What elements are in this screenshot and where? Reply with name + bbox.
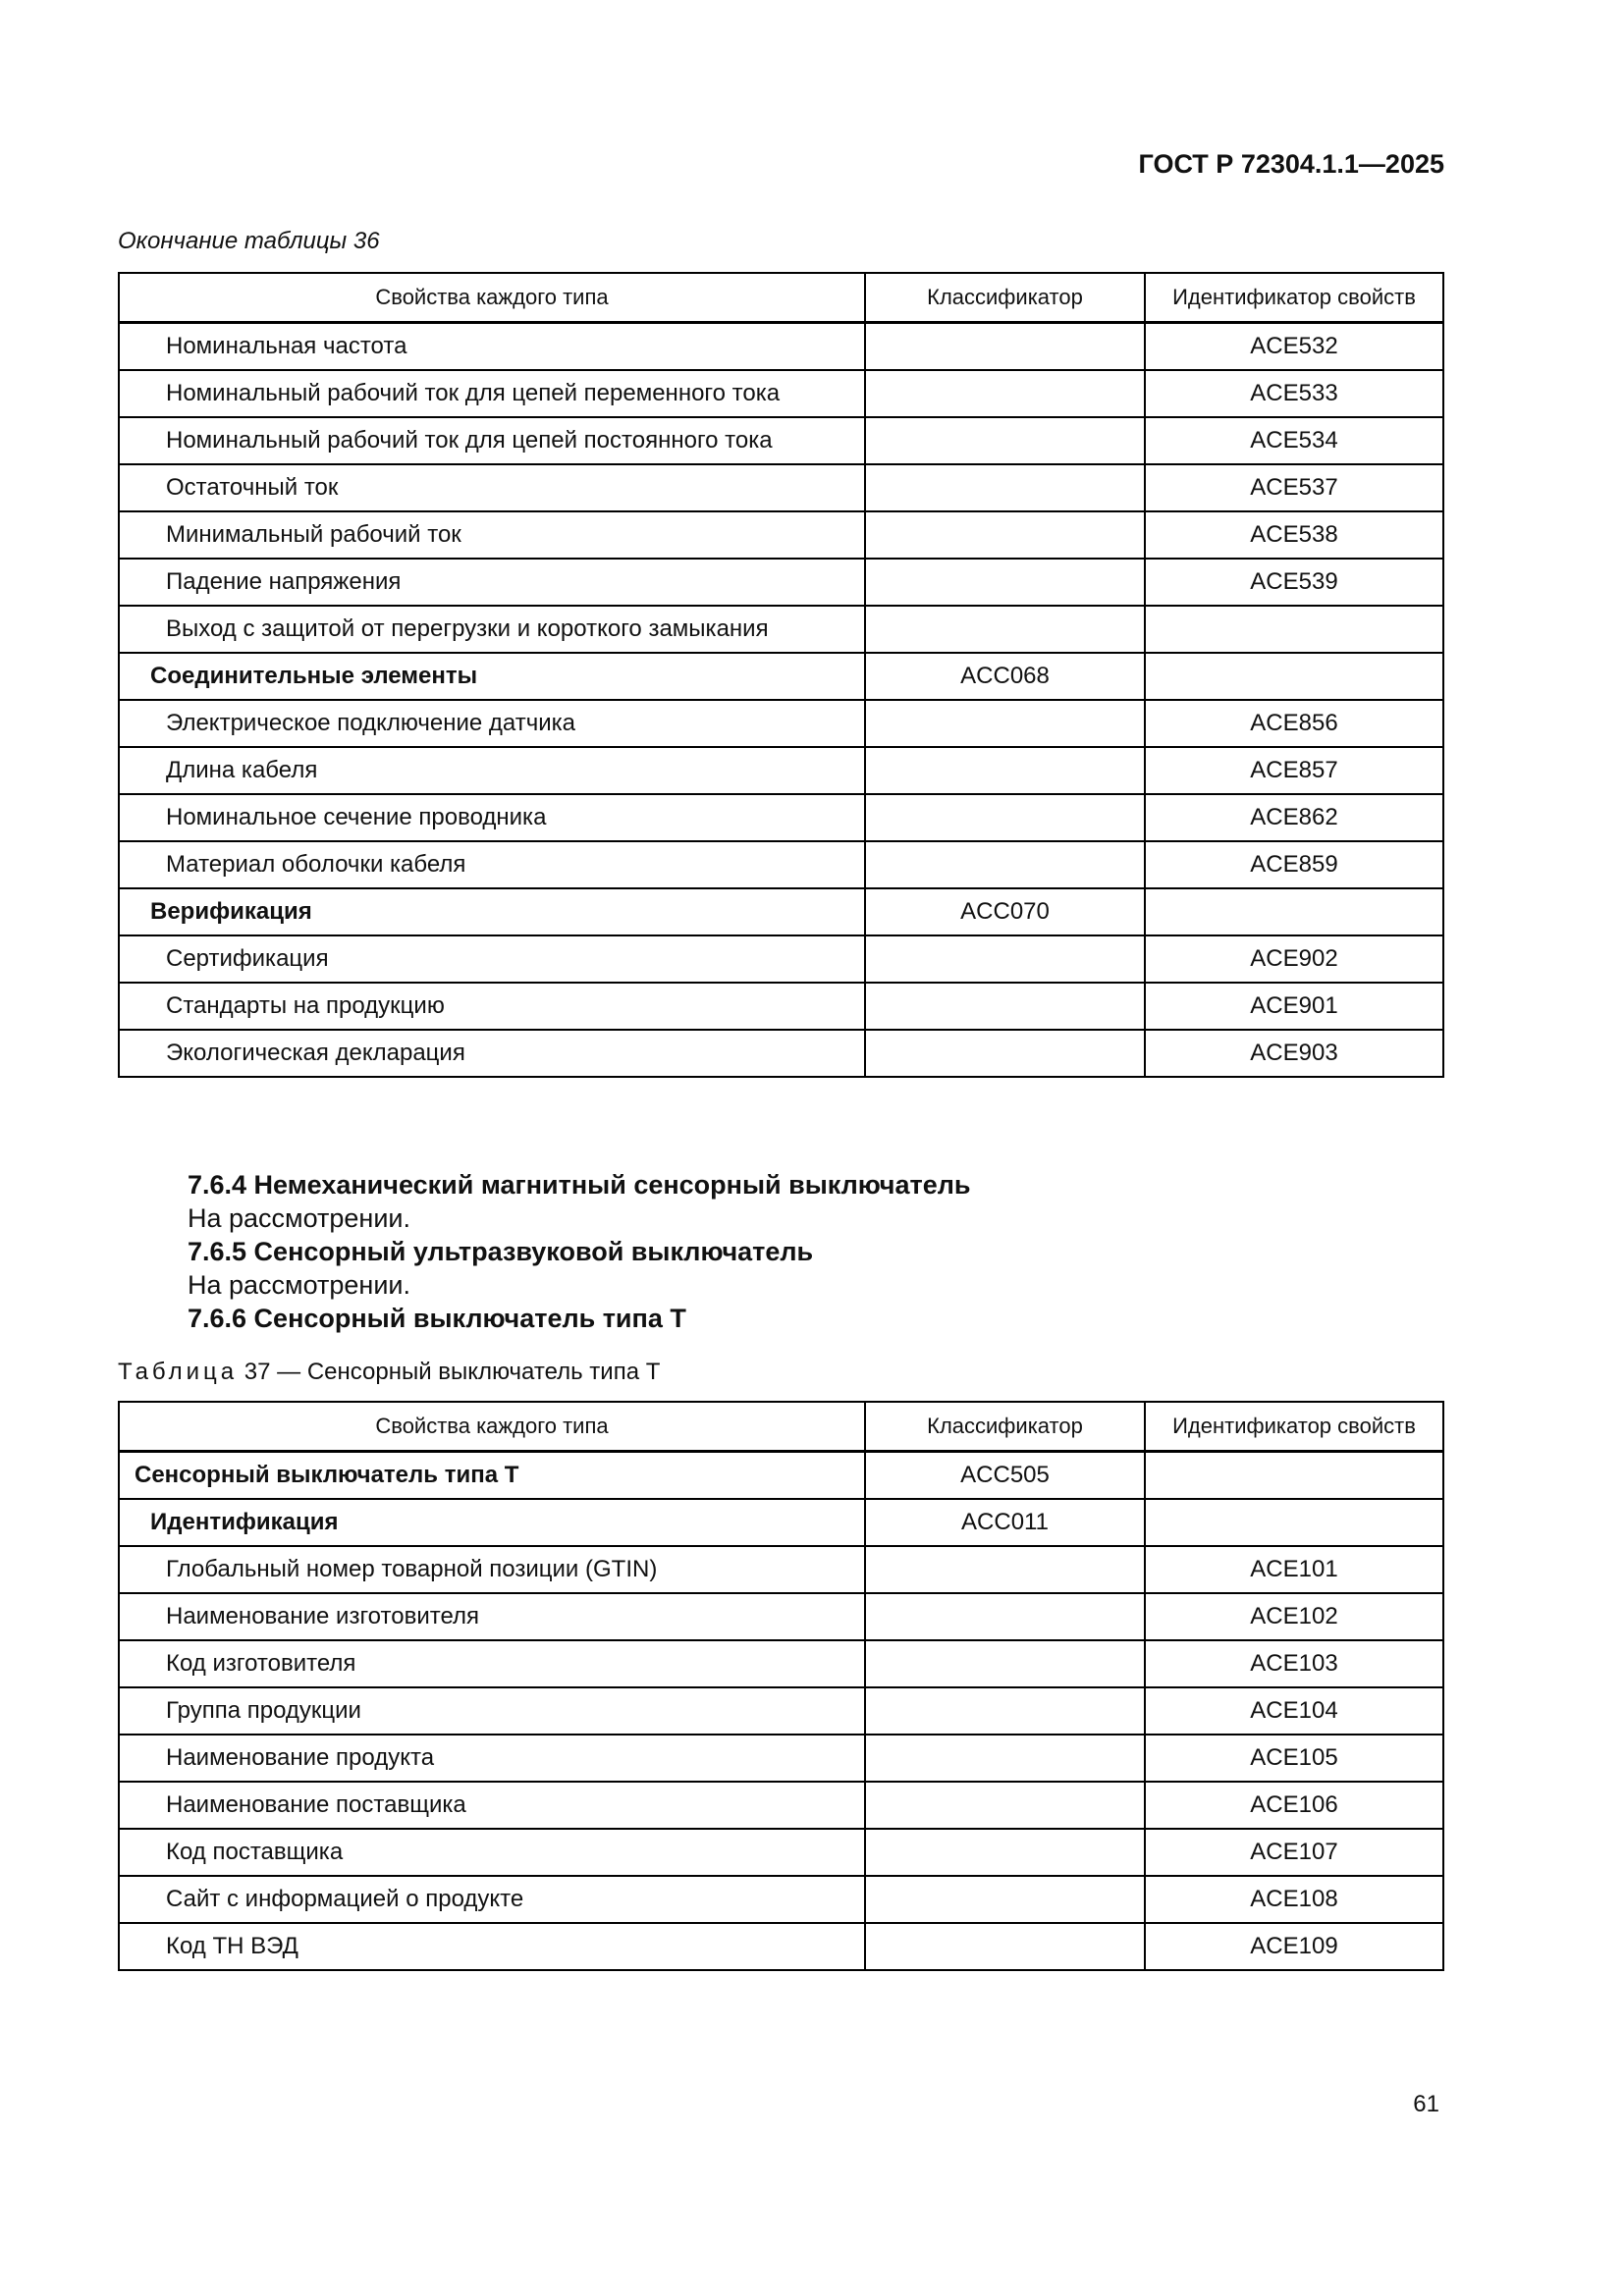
property-name-cell: Наименование поставщика <box>119 1782 865 1829</box>
section-heading-7-6-5: 7.6.5 Сенсорный ультразвуковой выключатель <box>188 1237 814 1266</box>
property-id-cell: ACE902 <box>1145 935 1443 983</box>
property-id-cell: ACE108 <box>1145 1876 1443 1923</box>
classifier-cell <box>865 370 1145 417</box>
property-id-cell: ACE103 <box>1145 1640 1443 1687</box>
classifier-cell <box>865 417 1145 464</box>
classifier-cell <box>865 1593 1145 1640</box>
table-row <box>119 1923 1443 1970</box>
table-row <box>119 511 1443 559</box>
table-row <box>119 1452 1443 1500</box>
table-37-caption <box>118 1359 660 1386</box>
table-row <box>119 464 1443 511</box>
classifier-cell <box>865 511 1145 559</box>
classifier-cell <box>865 1782 1145 1829</box>
table-row <box>119 1499 1443 1546</box>
classifier-cell <box>865 1735 1145 1782</box>
table-row <box>119 1876 1443 1923</box>
table-row <box>119 700 1443 747</box>
table-row <box>119 1829 1443 1876</box>
table-row <box>119 370 1443 417</box>
table-row <box>119 841 1443 888</box>
property-id-cell: ACE101 <box>1145 1546 1443 1593</box>
property-name-cell: Электрическое подключение датчика <box>119 700 865 747</box>
property-name-cell: Остаточный ток <box>119 464 865 511</box>
column-header-classifier: Классификатор <box>865 273 1145 323</box>
table-row <box>119 1593 1443 1640</box>
classifier-cell <box>865 1687 1145 1735</box>
table-row <box>119 1546 1443 1593</box>
table-row <box>119 1735 1443 1782</box>
property-name-cell: Номинальный рабочий ток для цепей постоянного тока <box>119 417 865 464</box>
column-header-property-id: Идентификатор свойств <box>1145 273 1443 323</box>
section-heading-7-6-6: 7.6.6 Сенсорный выключатель типа T <box>188 1304 686 1333</box>
property-name-cell: Группа продукции <box>119 1687 865 1735</box>
table-continuation-caption: Окончание таблицы 36 <box>118 228 380 254</box>
table-row <box>119 983 1443 1030</box>
table-37 <box>118 1401 1444 1971</box>
property-name-cell: Код поставщика <box>119 1829 865 1876</box>
table-row <box>119 417 1443 464</box>
property-id-cell: ACE539 <box>1145 559 1443 606</box>
property-id-cell: ACE901 <box>1145 983 1443 1030</box>
classifier-cell <box>865 1829 1145 1876</box>
page-number: 61 <box>1413 2091 1439 2117</box>
document-code: ГОСТ Р 72304.1.1—2025 <box>1138 149 1444 179</box>
table-caption-word: Таблица <box>118 1359 239 1385</box>
classifier-cell: ACC068 <box>865 653 1145 700</box>
table-header-row <box>119 1402 1443 1452</box>
property-name-cell: Наименование продукта <box>119 1735 865 1782</box>
property-id-cell: ACE104 <box>1145 1687 1443 1735</box>
classifier-cell <box>865 794 1145 841</box>
classifier-cell <box>865 1546 1145 1593</box>
classifier-cell <box>865 700 1145 747</box>
property-name-cell: Сертификация <box>119 935 865 983</box>
table-row <box>119 1687 1443 1735</box>
classifier-cell <box>865 1876 1145 1923</box>
property-id-cell <box>1145 888 1443 935</box>
property-id-cell: ACE105 <box>1145 1735 1443 1782</box>
classifier-cell <box>865 464 1145 511</box>
property-name-cell: Глобальный номер товарной позиции (GTIN) <box>119 1546 865 1593</box>
section-heading-7-6-4: 7.6.4 Немеханический магнитный сенсорный выключатель <box>188 1170 971 1200</box>
section-text-7-6-4: На рассмотрении. <box>188 1203 411 1233</box>
property-id-cell <box>1145 653 1443 700</box>
table-row <box>119 1782 1443 1829</box>
property-id-cell: ACE102 <box>1145 1593 1443 1640</box>
property-name-cell: Экологическая декларация <box>119 1030 865 1077</box>
classifier-cell <box>865 559 1145 606</box>
table-row <box>119 323 1443 371</box>
property-id-cell: ACE903 <box>1145 1030 1443 1077</box>
classifier-cell <box>865 935 1145 983</box>
property-name-cell: Минимальный рабочий ток <box>119 511 865 559</box>
section-text-7-6-5: На рассмотрении. <box>188 1270 411 1300</box>
property-name-cell: Код ТН ВЭД <box>119 1923 865 1970</box>
property-id-cell: ACE862 <box>1145 794 1443 841</box>
table-36 <box>118 272 1444 1078</box>
classifier-cell <box>865 747 1145 794</box>
property-name-cell: Длина кабеля <box>119 747 865 794</box>
sections-block <box>188 1168 971 1335</box>
property-name-cell: Падение напряжения <box>119 559 865 606</box>
property-id-cell: ACE537 <box>1145 464 1443 511</box>
property-id-cell: ACE106 <box>1145 1782 1443 1829</box>
table-row <box>119 606 1443 653</box>
property-name-cell: Материал оболочки кабеля <box>119 841 865 888</box>
classifier-cell <box>865 323 1145 371</box>
classifier-cell <box>865 841 1145 888</box>
classifier-cell <box>865 983 1145 1030</box>
property-name-cell: Номинальная частота <box>119 323 865 371</box>
property-id-cell: ACE107 <box>1145 1829 1443 1876</box>
table-row <box>119 747 1443 794</box>
property-name-cell: Номинальное сечение проводника <box>119 794 865 841</box>
property-name-cell: Номинальный рабочий ток для цепей переменного тока <box>119 370 865 417</box>
property-id-cell: ACE533 <box>1145 370 1443 417</box>
property-id-cell: ACE856 <box>1145 700 1443 747</box>
table-row <box>119 1640 1443 1687</box>
column-header-property-id: Идентификатор свойств <box>1145 1402 1443 1452</box>
property-id-cell <box>1145 1452 1443 1500</box>
property-id-cell <box>1145 1499 1443 1546</box>
column-header-classifier: Классификатор <box>865 1402 1145 1452</box>
property-id-cell: ACE534 <box>1145 417 1443 464</box>
property-name-cell: Соединительные элементы <box>119 653 865 700</box>
property-name-cell: Сенсорный выключатель типа Т <box>119 1452 865 1500</box>
property-id-cell: ACE538 <box>1145 511 1443 559</box>
classifier-cell <box>865 1030 1145 1077</box>
classifier-cell <box>865 1923 1145 1970</box>
property-id-cell: ACE109 <box>1145 1923 1443 1970</box>
property-name-cell: Идентификация <box>119 1499 865 1546</box>
property-id-cell: ACE857 <box>1145 747 1443 794</box>
property-name-cell: Стандарты на продукцию <box>119 983 865 1030</box>
classifier-cell: ACC070 <box>865 888 1145 935</box>
property-id-cell: ACE532 <box>1145 323 1443 371</box>
table-caption-text: 37 — Сенсорный выключатель типа Т <box>244 1359 661 1385</box>
classifier-cell: ACC011 <box>865 1499 1145 1546</box>
table-row <box>119 653 1443 700</box>
table-row <box>119 888 1443 935</box>
table-row <box>119 935 1443 983</box>
property-name-cell: Верификация <box>119 888 865 935</box>
table-row <box>119 1030 1443 1077</box>
property-name-cell: Сайт с информацией о продукте <box>119 1876 865 1923</box>
classifier-cell: ACC505 <box>865 1452 1145 1500</box>
classifier-cell <box>865 1640 1145 1687</box>
property-name-cell: Выход с защитой от перегрузки и короткого замыкания <box>119 606 865 653</box>
property-id-cell: ACE859 <box>1145 841 1443 888</box>
property-name-cell: Наименование изготовителя <box>119 1593 865 1640</box>
property-id-cell <box>1145 606 1443 653</box>
table-row <box>119 559 1443 606</box>
column-header-properties: Свойства каждого типа <box>119 1402 865 1452</box>
column-header-properties: Свойства каждого типа <box>119 273 865 323</box>
property-name-cell: Код изготовителя <box>119 1640 865 1687</box>
table-header-row <box>119 273 1443 323</box>
table-row <box>119 794 1443 841</box>
classifier-cell <box>865 606 1145 653</box>
